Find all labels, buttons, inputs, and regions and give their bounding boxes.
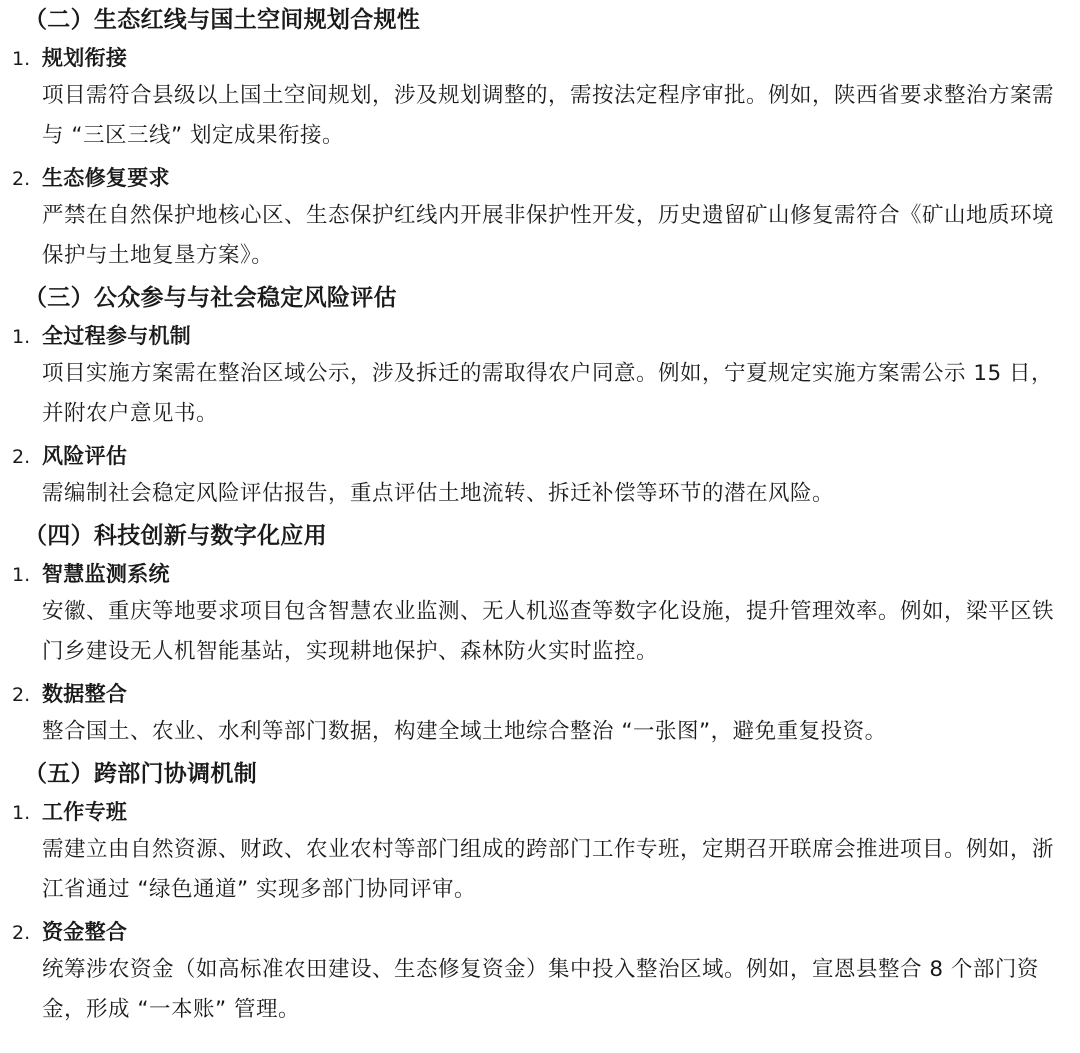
item-head (12, 316, 1068, 354)
item-title: 生态修复要求 (42, 166, 170, 190)
item-body: 需编制社会稳定风险评估报告，重点评估土地流转、拆迁补偿等环节的潜在风险。 (42, 481, 835, 506)
list-item (12, 436, 1068, 514)
list-item (12, 38, 1068, 156)
item-title: 智慧监测系统 (42, 562, 170, 586)
section-title: （四）科技创新与数字化应用 (24, 523, 327, 549)
section-ecological-planning (12, 0, 1068, 276)
item-head (12, 554, 1068, 592)
section-title: （二）生态红线与国土空间规划合规性 (24, 7, 421, 33)
item-head (12, 912, 1068, 950)
item-body: 统筹涉农资金（如高标准农田建设、生态修复资金）集中投入整治区域。例如，宣恩县整合 8 个部门资金，形成 “一本账” 管理。 (42, 957, 1039, 1022)
item-body: 整合国土、农业、水利等部门数据，构建全域土地综合整治 “一张图”，避免重复投资。 (42, 719, 887, 744)
item-title: 工作专班 (42, 800, 128, 824)
list-item (12, 158, 1068, 276)
item-number: 2. (12, 446, 31, 468)
item-number: 2. (12, 168, 31, 190)
item-body: 项目实施方案需在整治区域公示，涉及拆迁的需取得农户同意。例如，宁夏规定实施方案需公示 15 日，并附农户意见书。 (42, 361, 1054, 426)
item-title: 风险评估 (42, 444, 128, 468)
list-item (12, 554, 1068, 672)
list-item (12, 792, 1068, 910)
item-title: 数据整合 (42, 682, 128, 706)
item-body: 严禁在自然保护地核心区、生态保护红线内开展非保护性开发，历史遗留矿山修复需符合《矿山地质环境保护与土地复垦方案》。 (42, 203, 1055, 268)
list-item (12, 674, 1068, 752)
list-item (12, 316, 1068, 434)
section-public-participation (12, 278, 1068, 514)
item-body: 需建立由自然资源、财政、农业农村等部门组成的跨部门工作专班，定期召开联席会推进项目。例如，浙江省通过 “绿色通道” 实现多部门协同评审。 (42, 837, 1055, 902)
item-title: 全过程参与机制 (42, 324, 192, 348)
item-number: 2. (12, 922, 31, 944)
item-number: 1. (12, 48, 31, 70)
item-head (12, 158, 1068, 196)
item-number: 1. (12, 802, 31, 824)
list-item (12, 912, 1068, 1030)
item-number: 1. (12, 564, 31, 586)
item-head (12, 674, 1068, 712)
section-title: （三）公众参与与社会稳定风险评估 (24, 285, 397, 311)
item-head (12, 436, 1068, 474)
section-cross-department (12, 754, 1068, 1030)
item-title: 规划衔接 (42, 46, 128, 70)
item-head (12, 38, 1068, 76)
section-technology-digital (12, 516, 1068, 752)
item-body: 安徽、重庆等地要求项目包含智慧农业监测、无人机巡查等数字化设施，提升管理效率。例如，梁平区铁门乡建设无人机智能基站，实现耕地保护、森林防火实时监控。 (42, 599, 1055, 664)
item-number: 1. (12, 326, 31, 348)
item-title: 资金整合 (42, 920, 128, 944)
item-head (12, 792, 1068, 830)
item-body: 项目需符合县级以上国土空间规划，涉及规划调整的，需按法定程序审批。例如，陕西省要求整治方案需与 “三区三线” 划定成果衔接。 (42, 83, 1055, 148)
item-number: 2. (12, 684, 31, 706)
section-title: （五）跨部门协调机制 (24, 761, 257, 787)
